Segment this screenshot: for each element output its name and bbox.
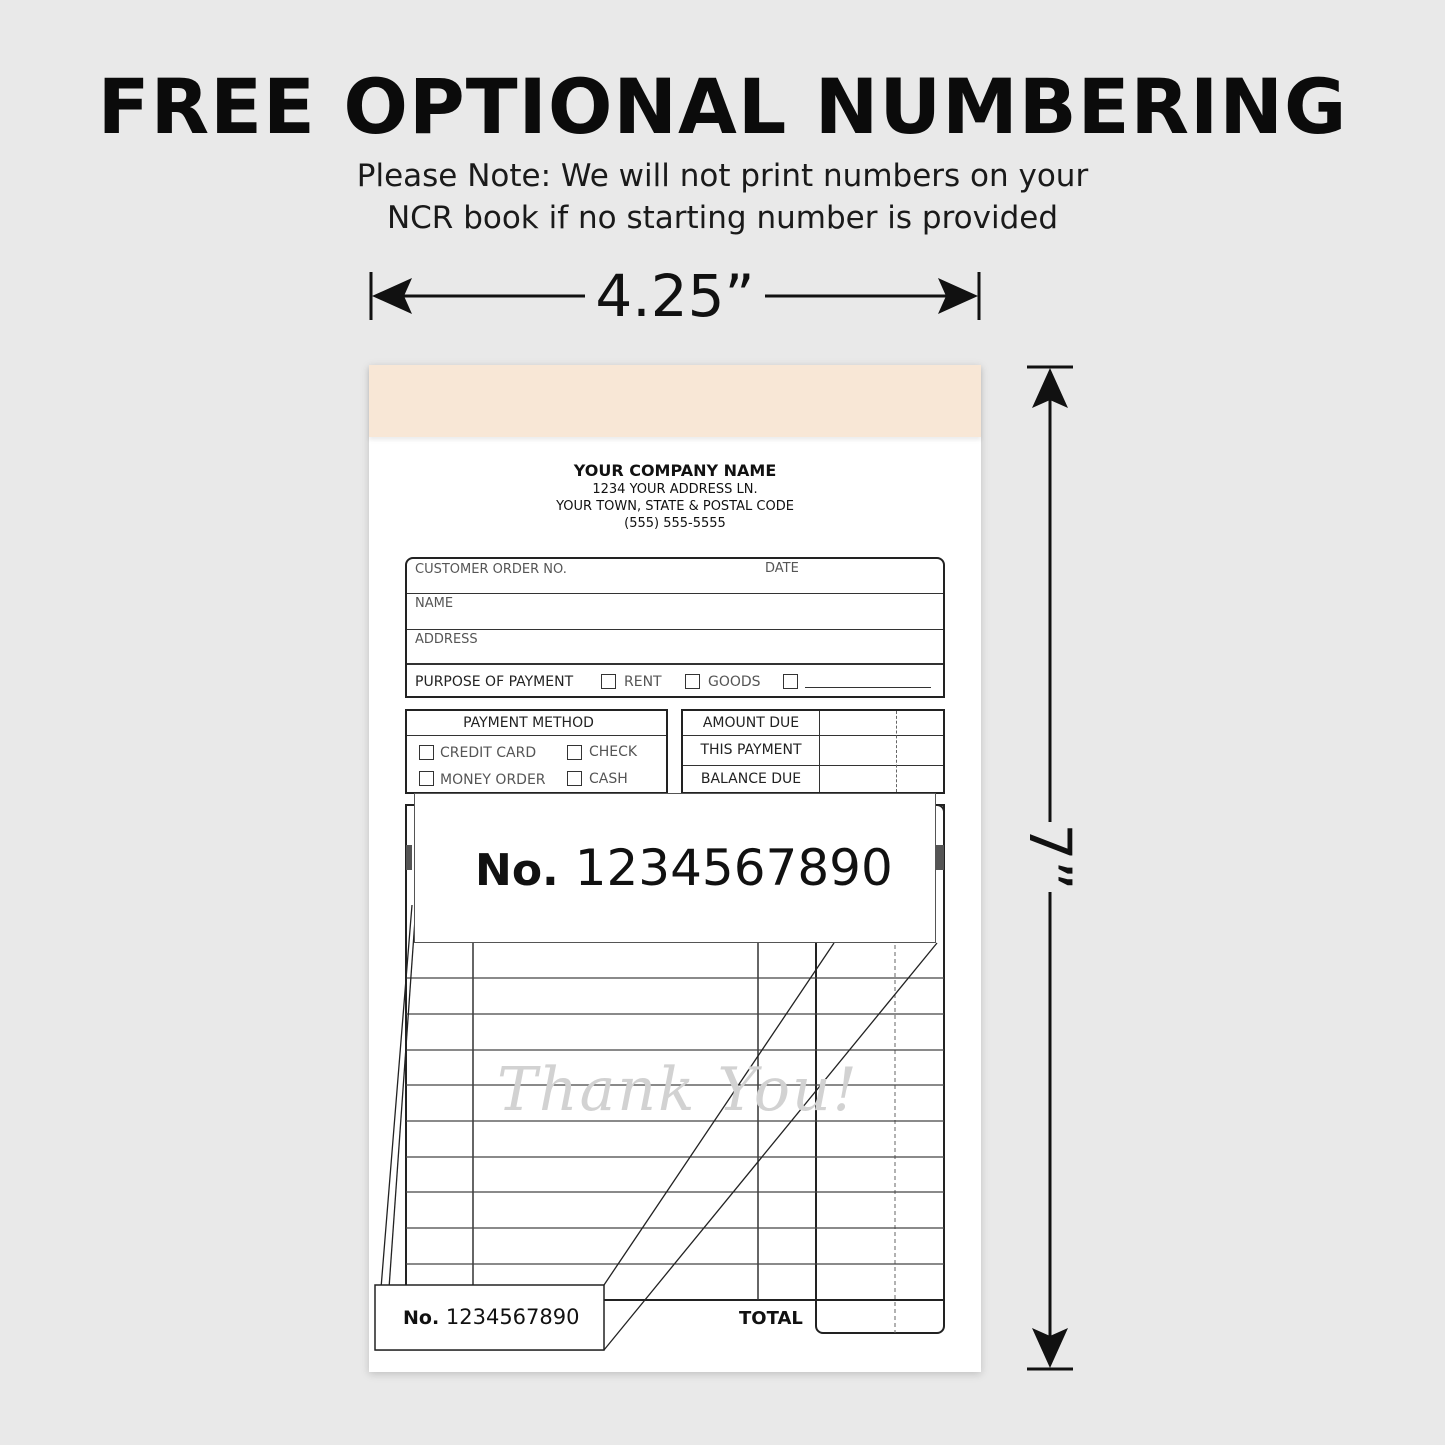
address-label: ADDRESS <box>415 632 478 647</box>
thank-you-watermark: Thank You! <box>497 1055 859 1125</box>
name-label: NAME <box>415 596 454 611</box>
date-label: DATE <box>765 561 799 576</box>
this-payment-label: THIS PAYMENT <box>700 742 802 758</box>
goods-label: GOODS <box>708 674 761 690</box>
headline: FREE OPTIONAL NUMBERING <box>97 62 1348 151</box>
number-value-large: 1234567890 <box>574 839 893 897</box>
company-address: 1234 YOUR ADDRESS LN. <box>592 482 758 497</box>
height-label: 7” <box>1005 822 1095 892</box>
credit-card-label: CREDIT CARD <box>440 745 537 761</box>
number-prefix-small: No. <box>403 1307 440 1329</box>
amount-due-label: AMOUNT DUE <box>702 715 800 731</box>
rent-label: RENT <box>624 674 662 690</box>
total-label: TOTAL <box>739 1308 803 1329</box>
width-label: 4.25” <box>585 262 765 330</box>
customer-order-label: CUSTOMER ORDER NO. <box>415 562 567 577</box>
number-callout <box>475 839 893 897</box>
company-phone: (555) 555-5555 <box>624 516 726 531</box>
cash-label: CASH <box>589 771 628 787</box>
company-town: YOUR TOWN, STATE & POSTAL CODE <box>556 499 794 514</box>
note-line-1: Please Note: We will not print numbers on your <box>356 158 1089 194</box>
check-label: CHECK <box>589 744 638 760</box>
note-line-2: NCR book if no starting number is provided <box>386 200 1059 236</box>
money-order-label: MONEY ORDER <box>440 772 546 788</box>
company-name: YOUR COMPANY NAME <box>573 461 777 480</box>
purpose-label: PURPOSE OF PAYMENT <box>415 674 574 690</box>
form-number <box>403 1305 579 1329</box>
number-value-small: 1234567890 <box>445 1305 580 1329</box>
number-prefix-large: No. <box>475 845 559 896</box>
payment-method-title: PAYMENT METHOD <box>463 715 594 731</box>
number-callout-panel <box>414 793 936 943</box>
ncr-form-sheet <box>369 365 981 1372</box>
balance-due-label: BALANCE DUE <box>700 771 802 787</box>
